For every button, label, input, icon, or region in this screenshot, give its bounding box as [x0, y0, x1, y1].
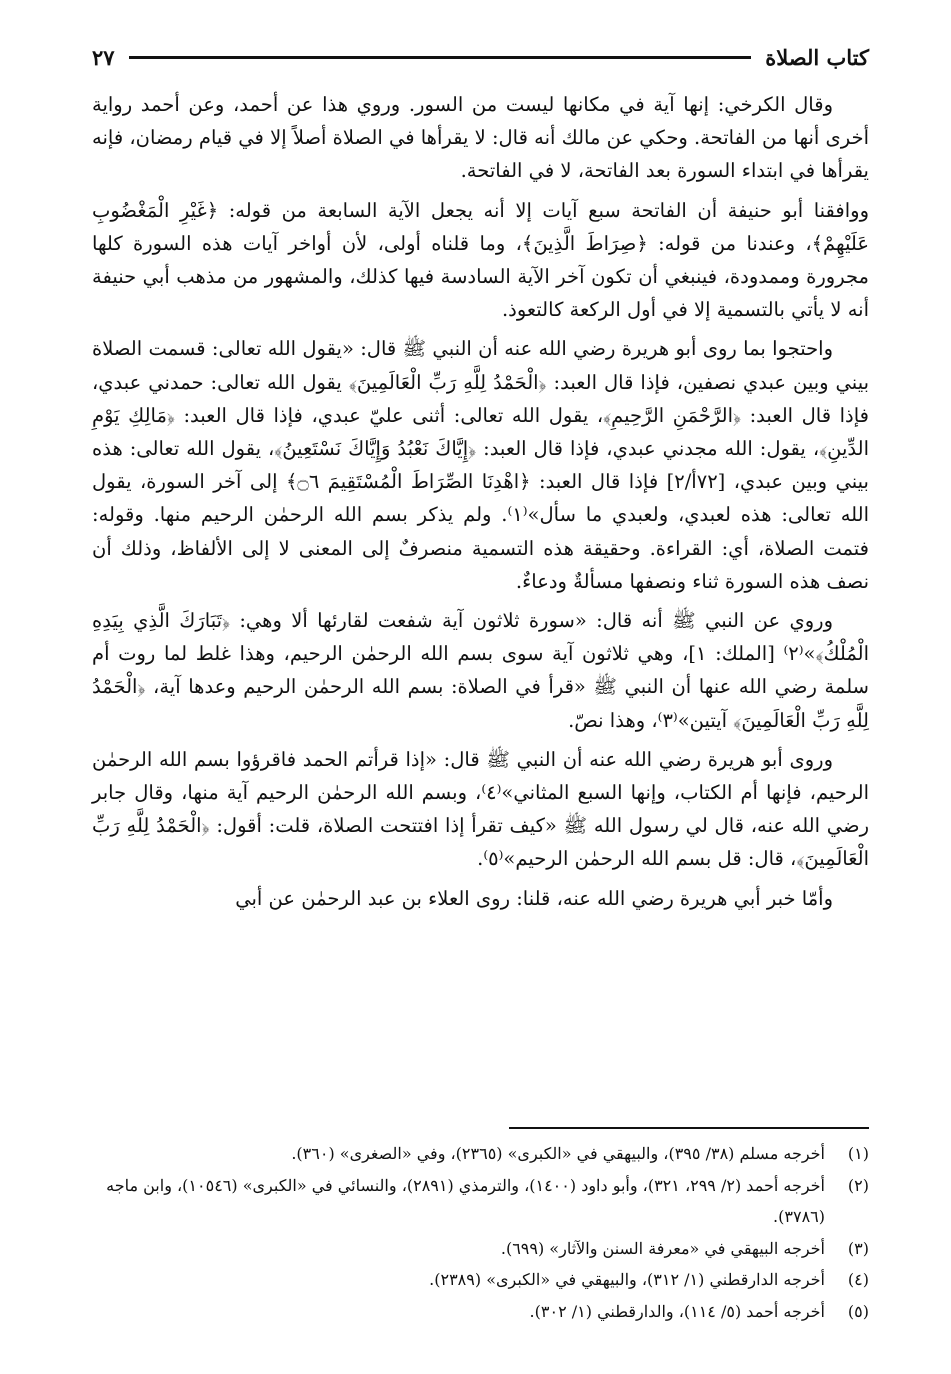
header-rule	[129, 56, 752, 59]
footnote-separator	[509, 1127, 869, 1129]
footnote-number: (١)	[847, 1144, 869, 1163]
footnote-number: (٢)	[847, 1175, 869, 1195]
footnotes	[92, 1138, 869, 1327]
paragraph: وروي عن النبي ﷺ أنه قال: «سورة ثلاثون آية شفعت لقارئها ألا وهي: ﴿تَبَارَكَ الَّذِي بِيَدِهِ الْمُلْكُ﴾»⁽٢⁾ [الملك: ١]، وهي ثلاثون آية سوى بسم الله الرحمٰن الرحيم، وهذا غلط لما روت أم سلمة رضي الله عنها أن النبي ﷺ «قرأ في الصلاة: بسم الله الرحمٰن الرحيم وعدها آية، ﴿الْحَمْدُ لِلَّهِ رَبِّ الْعَالَمِينَ﴾ آيتين»⁽٣⁾، وهذا نصّ.	[92, 609, 869, 732]
footnote-text: أخرجه الدارقطني (١/ ٣١٢)، والبيهقي في «الكبرى» (٢٣٨٩).	[429, 1270, 825, 1289]
footnote	[92, 1264, 869, 1296]
footnote	[92, 1233, 869, 1265]
paragraph: وقال الكرخي: إنها آية في مكانها ليست من السور. وروي هذا عن أحمد، وعن أحمد رواية أخرى أنها من الفاتحة. وحكي عن مالك أنه قال: لا يقرأها في الصلاة أصلاً إلا في قيام رمضان، فإنه يقرأها في ابتداء السورة بعد الفاتحة، لا في الفاتحة.	[92, 93, 869, 183]
chapter-title: كتاب الصلاة	[765, 44, 869, 70]
running-header	[92, 40, 869, 74]
paragraph: ووافقنا أبو حنيفة أن الفاتحة سبع آيات إلا أنه يجعل الآية السابعة من قوله: ﴿غَيْرِ الْمَغْضُوبِ عَلَيْهِمْ﴾، وعندنا من قوله: ﴿صِرَاطَ الَّذِينَ﴾، وما قلناه أولى، لأن أواخر آيات هذه السورة كلها مجرورة وممدودة، فينبغي أن تكون آخر الآية السادسة فيها كذلك، والمشهور من مذهب أبي حنيفة أنه لا يأتي بالتسمية إلا في أول الركعة كالتعوذ.	[92, 198, 869, 322]
page-number: ٢٧	[92, 44, 115, 70]
footnote	[92, 1170, 869, 1233]
main-text	[92, 88, 869, 921]
paragraph: واحتجوا بما روى أبو هريرة رضي الله عنه أن النبي ﷺ قال: «يقول الله تعالى: قسمت الصلاة بيني وبين عبدي نصفين، فإذا قال العبد: ﴿الْحَمْدُ لِلَّهِ رَبِّ الْعَالَمِينَ﴾ يقول الله تعالى: حمدني عبدي، فإذا قال العبد: ﴿الرَّحْمَنِ الرَّحِيمِ﴾، يقول الله تعالى: أثنى عليّ عبدي، فإذا قال العبد: ﴿مَالِكِ يَوْمِ الدِّينِ﴾، يقول: الله مجدني عبدي، فإذا قال العبد: ﴿إِيَّاكَ نَعْبُدُ وَإِيَّاكَ نَسْتَعِينُ﴾، يقول الله تعالى: هذه بيني وبين عبدي، [٧٢أ/٢] فإذا قال العبد: ﴿اهْدِنَا الصِّرَاطَ الْمُسْتَقِيمَ ۝٦﴾ إلى آخر السورة، يقول الله تعالى: هذه لعبدي، ولعبدي ما سأل»⁽١⁾. ولم يذكر بسم الله الرحمٰن الرحيم منها. وقوله: فتمت الصلاة، أي: القراءة. وحقيقة هذه التسمية منصرفٌ إلى المعنى لا إلى الألفاظ، وذلك أن نصف هذه السورة ثناء ونصفها مسألةٌ ودعاءٌ.	[92, 337, 870, 593]
paragraph: وروى أبو هريرة رضي الله عنه أن النبي ﷺ قال: «إذا قرأتم الحمد فاقرؤوا بسم الله الرحمٰن الرحيم، فإنها أم الكتاب، وإنها السبع المثاني»⁽٤⁾، وبسم الله الرحمٰن الرحيم آية منها، وقال جابر رضي الله عنه، قال لي رسول الله ﷺ «كيف تقرأ إذا افتتحت الصلاة، قلت: أقول: ﴿الْحَمْدُ لِلَّهِ رَبِّ الْعَالَمِينَ﴾، قال: قل بسم الله الرحمٰن الرحيم»⁽٥⁾.	[92, 747, 869, 871]
footnote	[92, 1296, 869, 1328]
footnote-number: (٣)	[847, 1238, 869, 1258]
footnote-number: (٤)	[847, 1270, 869, 1289]
footnote-text: أخرجه أحمد (٢/ ٢٩٩، ٣٢١)، وأبو داود (١٤٠٠)، والترمذي (٢٨٩١)، والنسائي في «الكبرى» (١٠٥٤٦)، وابن ماجه (٣٧٨٦).	[106, 1175, 825, 1226]
footnote	[92, 1138, 869, 1170]
footnote-text: أخرجه مسلم (٣٨/ ٣٩٥)، والبيهقي في «الكبرى» (٢٣٦٥)، وفي «الصغرى» (٣٦٠).	[291, 1144, 825, 1163]
paragraph: وأمّا خبر أبي هريرة رضي الله عنه، قلنا: روى العلاء بن عبد الرحمٰن عن أبي	[235, 886, 833, 910]
footnote-text: أخرجه البيهقي في «معرفة السنن والآثار» (٦٩٩).	[500, 1238, 825, 1258]
footnote-text: أخرجه أحمد (٥/ ١١٤)، والدارقطني (١/ ٣٠٢).	[529, 1301, 825, 1321]
footnote-number: (٥)	[847, 1301, 869, 1321]
